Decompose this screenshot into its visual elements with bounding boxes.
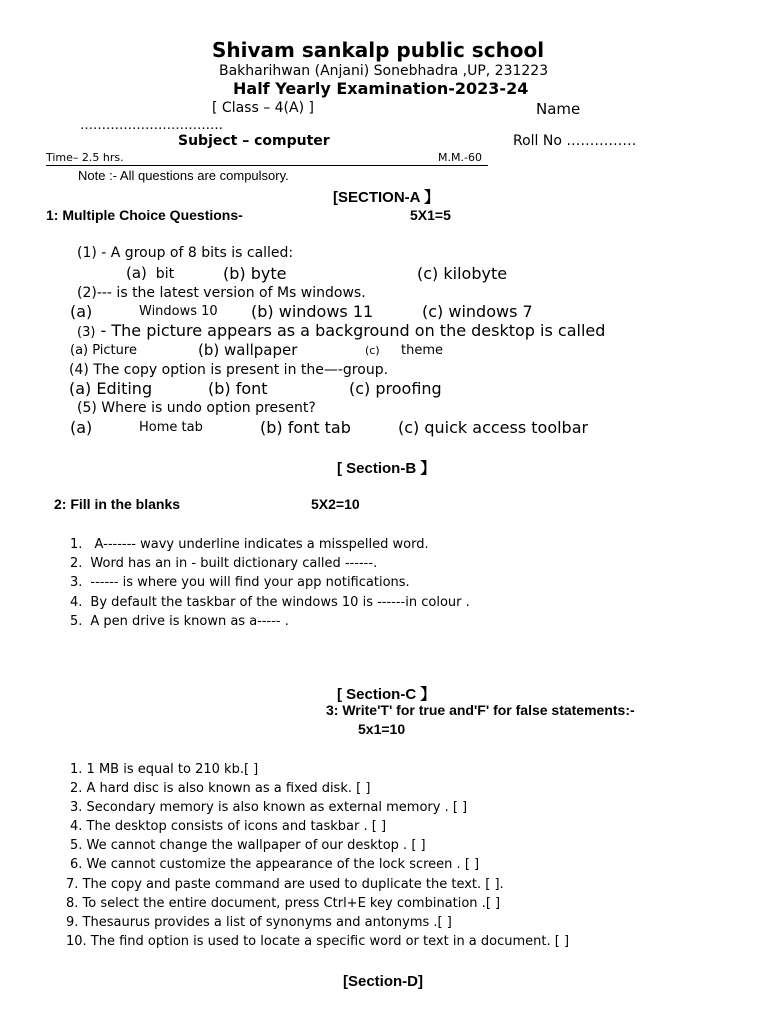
- q2-title: 2: Fill in the blanks: [54, 496, 181, 512]
- section-a-heading: [SECTION-A 】: [333, 189, 440, 206]
- mcq-2-option-b: (b) windows 11: [251, 302, 374, 321]
- mcq-3-option-c: theme: [401, 343, 443, 358]
- tf-item: 7. The copy and paste command are used to duplicate the text. [ ].: [66, 877, 504, 892]
- school-name: Shivam sankalp public school: [212, 38, 545, 62]
- tf-item: 3. Secondary memory is also known as external memory . [ ]: [70, 800, 468, 815]
- mcq-4-option-a: (a) Editing: [69, 379, 153, 398]
- mcq-1-option-b: (b) byte: [223, 264, 287, 283]
- mcq-4-text: (4) The copy option is present in the—-group.: [69, 362, 389, 378]
- tf-item: 6. We cannot customize the appearance of the lock screen . [ ]: [70, 857, 480, 872]
- mcq-2-option-c: (c) windows 7: [422, 302, 533, 321]
- mcq-2-text: (2)--- is the latest version of Ms windows.: [77, 285, 366, 301]
- mcq-2-option-a: Windows 10: [139, 304, 218, 319]
- tf-item: 2. A hard disc is also known as a fixed disk. [ ]: [70, 781, 371, 796]
- mcq-5-text: (5) Where is undo option present?: [77, 400, 316, 416]
- q2-marks: 5X2=10: [311, 496, 360, 512]
- fill-item: 4. By default the taskbar of the windows 10 is ------in colour .: [70, 595, 470, 610]
- fill-item: 1. A------- wavy underline indicates a misspelled word.: [70, 537, 429, 552]
- class-label: [ Class – 4(A) ]: [212, 100, 314, 116]
- tf-item: 5. We cannot change the wallpaper of our desktop . [ ]: [70, 838, 426, 853]
- fill-item: 2. Word has an in - built dictionary called ------.: [70, 556, 378, 571]
- fill-item: 5. A pen drive is known as a----- .: [70, 614, 289, 629]
- mcq-4-option-c: (c) proofing: [349, 379, 442, 398]
- mcq-3-option-c-label: (c): [365, 344, 380, 357]
- instructions-note: Note :- All questions are compulsory.: [78, 168, 289, 183]
- time-label: Time– 2.5 hrs.: [46, 151, 124, 164]
- section-b-heading: [ Section-B 】: [337, 460, 436, 477]
- tf-item: 4. The desktop consists of icons and taskbar . [ ]: [70, 819, 387, 834]
- exam-title: Half Yearly Examination-2023-24: [233, 79, 529, 98]
- q1-title: 1: Multiple Choice Questions-: [46, 207, 243, 223]
- fill-item: 3. ------ is where you will find your app notifications.: [70, 575, 410, 590]
- mcq-5-option-a-label: (a): [70, 418, 93, 437]
- mcq-3-text: (3) - The picture appears as a background on the desktop is called: [77, 321, 606, 340]
- name-label: Name: [536, 100, 581, 118]
- q3-title: 3: Write'T' for true and'F' for false statements:-: [326, 702, 635, 718]
- q3-marks: 5x1=10: [358, 721, 406, 737]
- mcq-5-option-c: (c) quick access toolbar: [398, 418, 589, 437]
- mcq-5-option-b: (b) font tab: [260, 418, 351, 437]
- section-d-heading: [Section-D]: [343, 973, 423, 990]
- q1-marks: 5X1=5: [410, 207, 451, 223]
- mcq-4-option-b: (b) font: [208, 379, 268, 398]
- mcq-3-option-b: (b) wallpaper: [198, 341, 298, 359]
- name-blank: ……………………………: [80, 118, 223, 133]
- section-c-heading: [ Section-C 】: [337, 686, 436, 703]
- tf-item: 9. Thesaurus provides a list of synonyms and antonyms .[ ]: [66, 915, 452, 930]
- tf-item: 1. 1 MB is equal to 210 kb.[ ]: [70, 762, 259, 777]
- tf-item: 10. The find option is used to locate a specific word or text in a document. [ ]: [66, 934, 570, 949]
- roll-no: Roll No ……………: [513, 133, 637, 149]
- max-marks: M.M.-60: [438, 151, 482, 164]
- mcq-2-option-a-label: (a): [70, 302, 93, 321]
- mcq-3-option-a: (a) Picture: [70, 343, 137, 358]
- subject-label: Subject – computer: [178, 133, 330, 149]
- tf-item: 8. To select the entire document, press Ctrl+E key combination .[ ]: [66, 896, 501, 911]
- mcq-1-option-c: (c) kilobyte: [417, 264, 508, 283]
- mcq-1-option-a: (a) bit: [126, 264, 175, 282]
- mcq-5-option-a: Home tab: [139, 420, 203, 435]
- school-address: Bakharihwan (Anjani) Sonebhadra ,UP, 231223: [219, 63, 549, 79]
- mcq-1-text: (1) - A group of 8 bits is called:: [77, 245, 294, 261]
